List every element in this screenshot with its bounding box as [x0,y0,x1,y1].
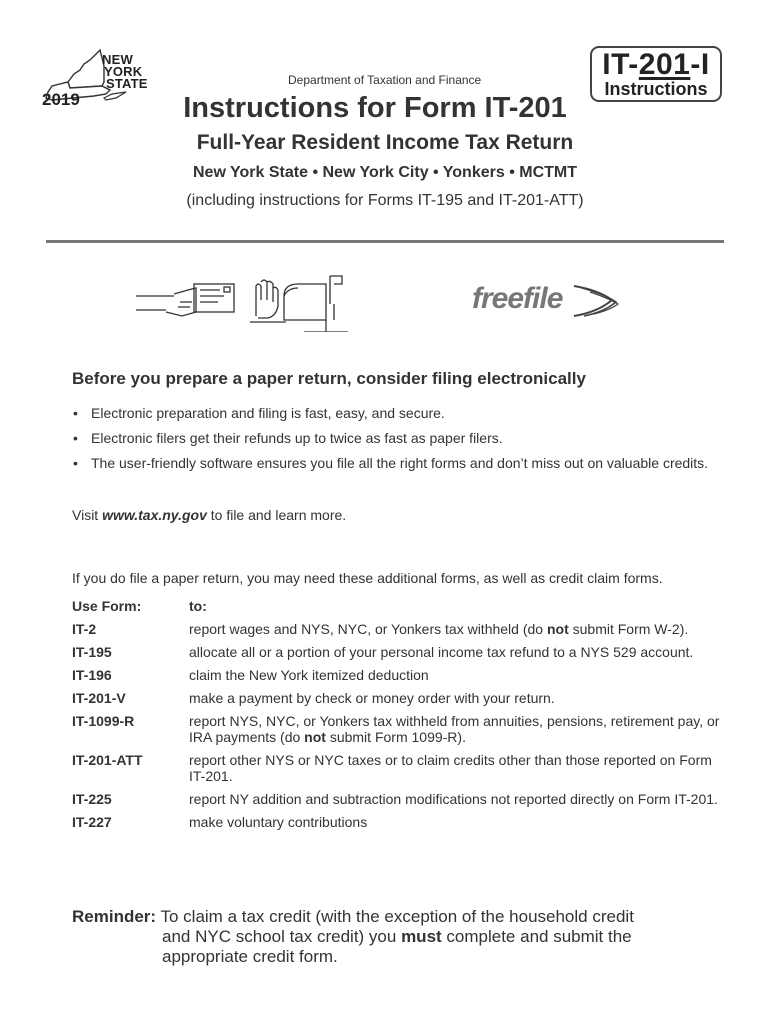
including-note: (including instructions for Forms IT-195 and IT-201-ATT) [186,192,584,209]
form-code-cell: IT-1099-R [72,713,135,729]
table-row [72,814,732,830]
efile-heading: Before you prepare a paper return, consider filing electronically [72,369,586,388]
table-row [72,621,732,637]
table-row [72,690,732,706]
form-code-cell: IT-195 [72,644,112,660]
form-desc-cell [189,713,732,745]
form-desc-cell: allocate all or a portion of your personal income tax refund to a NYS 529 account. [189,644,694,660]
freefile-text: freefile [472,282,563,315]
form-desc-cell: report NY addition and subtraction modifications not reported directly on Form IT-201. [189,791,718,807]
reminder-emphasis: must [401,927,442,946]
efile-bullet-list [72,405,712,480]
form-desc-cell: claim the New York itemized deduction [189,667,429,683]
table-row [72,667,732,683]
desc-part: submit Form W-2). [568,621,689,637]
efile-bullet: • The user-friendly software ensures you file all the right forms and don’t miss out on valuable credits. [72,455,712,472]
reminder-part: complete and submit the [441,927,632,946]
form-desc-cell [189,621,732,637]
page-title-text: Instructions for Form IT-201 [183,92,567,124]
col-to: to: [189,598,207,614]
efile-bullet: • Electronic filers get their refunds up to twice as fast as paper filers. [72,430,712,447]
table-row [72,644,732,660]
form-desc-cell: make voluntary contributions [189,814,368,830]
forms-table-header [72,598,732,614]
table-row [72,791,732,807]
page-subtitle: Full-Year Resident Income Tax Return [196,131,574,154]
logo-line-new: NEW [102,52,133,67]
form-desc-cell: report other NYS or NYC taxes or to claim credits other than those reported on Form IT-201. [189,752,712,784]
form-box-subtitle: Instructions [604,79,708,99]
efile-bullet: • Electronic preparation and filing is fast, easy, and secure. [72,405,712,422]
desc-emphasis: not [304,729,326,745]
header-divider [46,240,724,243]
form-code-prefix: IT- [602,48,639,81]
tax-website-link[interactable]: www.tax.ny.gov [102,507,207,523]
department-name: Department of Taxation and Finance [288,73,482,87]
form-code-cell: IT-201-V [72,690,126,706]
efile-illustration [136,272,366,332]
hand-mail-mailbox-icon [136,272,366,332]
logo-year: 2019 [42,90,80,109]
reminder-line-1: To claim a tax credit (with the exception of the household credit [156,907,634,926]
reminder-label: Reminder: [72,907,157,926]
forms-table [72,598,732,837]
desc-part: report wages and NYS, NYC, or Yonkers tax withheld (do [189,621,547,637]
form-code-cell: IT-227 [72,814,112,830]
form-code [592,50,720,80]
reminder-line-3: appropriate credit form. [162,947,338,966]
freefile-logo [466,276,626,324]
form-desc-cell: make a payment by check or money order with your return. [189,690,555,706]
visit-suffix: to file and learn more. [206,507,347,523]
logo-line-state: STATE [106,76,148,91]
forms-intro: If you do file a paper return, you may need these additional forms, as well as credit claim forms. [72,570,663,586]
reminder-note [72,907,712,967]
form-code-suffix: -I [690,48,710,81]
form-code-cell: IT-2 [72,621,97,637]
visit-prefix: Visit [72,507,103,523]
form-code-number: 201 [638,48,691,81]
col-use-form: Use Form: [72,598,142,614]
form-code-cell: IT-196 [72,667,112,683]
reminder-line-2 [72,927,712,947]
page-title [0,92,770,125]
table-row [72,713,732,745]
reminder-part: and NYC school tax credit) you [162,927,402,946]
desc-part: report NYS, NYC, or Yonkers tax withheld from annuities, pensions, retirement pay, or IRA payments (do [189,713,720,745]
form-code-cell: IT-225 [72,791,112,807]
table-row [72,752,732,784]
visit-line [72,507,346,523]
jurisdictions-line: New York State • New York City • Yonkers • MCTMT [192,164,577,181]
form-code-cell: IT-201-ATT [72,752,143,768]
desc-emphasis: not [546,621,569,637]
desc-part: submit Form 1099-R). [325,729,466,745]
logo-line-york: YORK [104,64,143,79]
